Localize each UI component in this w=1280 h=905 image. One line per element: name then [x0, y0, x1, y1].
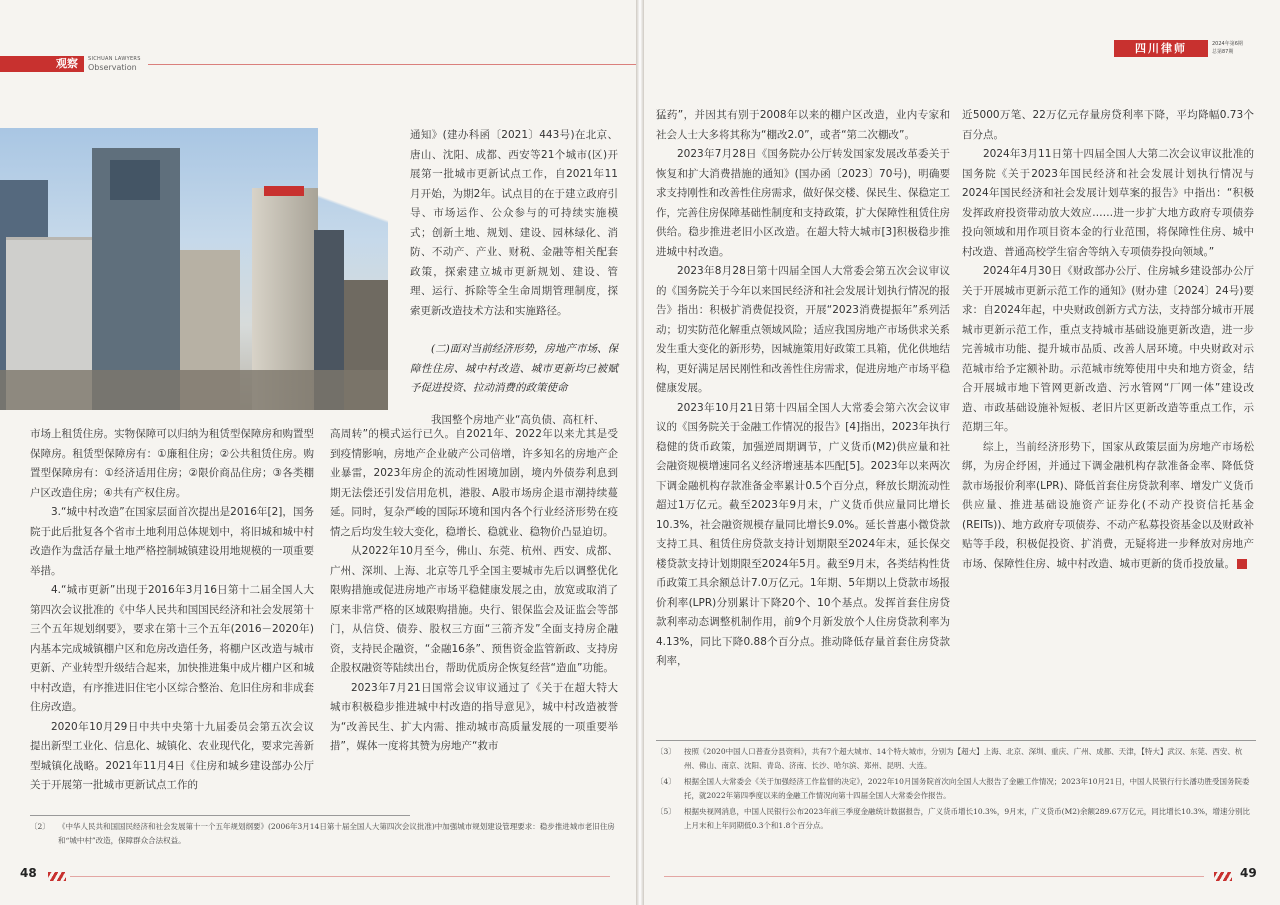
- left-page: [0, 0, 636, 905]
- right-header: [1114, 40, 1274, 58]
- page-number: 48: [20, 866, 37, 880]
- paragraph: 2024年3月11日第十四届全国人大第二次会议审议批准的国务院《关于2023年国民经济和社会发展计划执行情况与2024年国民经济和社会发展计划草案的报告》中指出：“积极发挥政府投资带动放大效应……进一步扩大地方政府专项债券投向领域和用作项目资本金的行业范围，将保障性住房、城中村改造、普通高校学生宿舍等纳入专项债券投向领域。”: [962, 148, 1254, 258]
- paragraph: 2020年10月29日中共中央第十九届委员会第五次会议提出新型工业化、信息化、城镇化、农业现代化，要求完善新型城镇化战略。2021年11月4日《住房和城乡建设部办公厅关于开展第一批城市更新试点工作的: [30, 720, 314, 791]
- paragraph: 2023年7月21日国常会议审议通过了《关于在超大特大城市积极稳步推进城中村改造的指导意见》，城中村改造被誉为“改善民生、扩大内需、推动城市高质量发展的一项重要举措”，媒体一度将其赞为房地产“救市: [330, 681, 618, 752]
- right-column: [330, 425, 618, 757]
- paragraph-text: 综上，当前经济形势下，国家从政策层面为房地产市场松绑，为房企纾困，并通过下调金融机构存款准备金率、降低贷款市场报价利率(LPR)、降低首套住房贷款利率、增发广义货币供应量、推进基础设施资产证券化(不动产投资信托基金(REITs))、地方政府专项债券、不动产私募投资基金以及财政补贴等手段，积极促投资、扩消费，无疑将进一步释放对房地产市场、保障性住房、城中村改造、城市更新的货币投放量。: [962, 440, 1254, 570]
- footer-rule: [664, 876, 1204, 877]
- page-number: 49: [1240, 866, 1257, 880]
- paragraph: [962, 438, 1254, 575]
- issue-number: 2024年第6期: [1212, 41, 1243, 47]
- footnote-rule: [656, 740, 1256, 741]
- footnote-text: 《中华人民共和国国民经济和社会发展第十一个五年规划纲要》(2006年3月14日第十届全国人大第四次会议批准)中加强城市规划建设管理要求：稳步推进城市老旧住房和“城中村”改造，保障群众合法权益。: [58, 822, 615, 845]
- magazine-logo: 四川律师: [1114, 40, 1208, 57]
- paragraph: 4.“城市更新”出现于2016年3月16日第十二届全国人大第四次会议批准的《中华人民共和国国民经济和社会发展第十三个五年规划纲要》，要求在第十三个五年(2016－2020年)内基本完成城镇棚户区和危房改造任务，将棚户区改造与城市更新、产业转型升级结合起来，加快推进集中成片棚户区和城中村改造，有序推进旧住宅小区综合整治、危旧住房和非成套住房改造。: [30, 584, 314, 713]
- footer-stripes: [1214, 872, 1232, 881]
- paragraph: 3.“城中村改造”在国家层面首次提出是2016年[2]，国务院于此后批复各个省市土地利用总体规划中，将旧城和城中村改造作为盘活存量土地严格控制城镇建设用地规模的一项重要举措。: [30, 506, 314, 577]
- paragraph: 从2022年10月至今，佛山、东莞、杭州、西安、成都、广州、深圳、上海、北京等几乎全国主要城市先后以调整优化限购措施或促进房地产市场平稳健康发展之由，放宽或取消了原来非常严格的区域限购措施。央行、银保监会及证监会等部门，从信贷、债券、股权三方面“三箭齐发”全面支持房企融资，支持民企融资，“金融16条”、预售资金监管新政、支持房企股权融资等陆续出台，帮助优质房企恢复经营“造血”功能。: [330, 545, 618, 674]
- paragraph: 近5000万笔、22万亿元存量房贷利率下降，平均降幅0.73个百分点。: [962, 109, 1254, 141]
- brand-english-line1: SICHUAN LAWYERS: [88, 56, 141, 62]
- paragraph: 猛药”，并因其有别于2008年以来的棚户区改造，业内专家和社会人士大多将其称为“棚改2.0”，或者“第二次棚改”。: [656, 109, 950, 141]
- paragraph: 我国整个房地产业“高负债、高杠杆、: [431, 413, 605, 426]
- city-skyline-photo: [0, 128, 388, 410]
- footnote-text: 按照《2020中国人口普查分县资料》，共有7个超大城市、14个特大城市，分别为【超大】上海、北京、深圳、重庆、广州、成都、天津，【特大】武汉、东莞、西安、杭州、佛山、南京、沈阳、青岛、济南、长沙、哈尔滨、郑州、昆明、大连。: [684, 747, 1243, 770]
- end-mark-icon: [1237, 559, 1247, 569]
- paragraph: 市场上租赁住房。实物保障可以归纳为租赁型保障房和购置型保障房。租赁型保障房有：①廉租住房；②公共租赁住房。购置型保障房有：①经济适用住房；②限价商品住房；③各类棚户区改造住房；④共有产权住房。: [30, 428, 314, 499]
- footnote-text: 根据全国人大常委会《关于加强经济工作监督的决定》，2022年10月国务院首次向全国人大报告了金融工作情况；2023年10月21日，中国人民银行行长潘功胜受国务院委托，就2022年第四季度以来的金融工作情况向第十四届全国人大常委会作报告。: [684, 777, 1250, 800]
- footnote-text: 根据央视网消息，中国人民银行公布2023年前三季度金融统计数据报告，广义货币增长10.3%，9月末，广义货币(M2)余额289.67万亿元，同比增长10.3%，增速分别比上月末和上年同期低0.3个和1.8个百分点。: [684, 807, 1251, 830]
- header-rule: [148, 64, 636, 65]
- total-issue-number: 总第87期: [1212, 49, 1234, 55]
- heading-block: [410, 340, 618, 430]
- section-tag: 观察: [0, 56, 84, 72]
- paragraph: 高周转”的模式运行已久。自2021年、2022年以来尤其是受到疫情影响，房地产企业破产公司倍增，许多知名的房地产企业暴雷，2023年房企的流动性困境加剧，境内外债券利息到期无法偿还引发信用危机，港股、A股市场房企退市潮持续蔓延。同时，复杂严峻的国际环境和国内各个行业经济形势在疫情之后均发生较大变化，稳增长、稳就业、稳物价凸显迫切。: [330, 428, 618, 538]
- footnote: [30, 820, 615, 847]
- left-column-top-right: [410, 126, 618, 321]
- footnote-number: 〔3〕: [656, 747, 676, 756]
- right-page-column-a: [656, 106, 950, 672]
- paragraph: 2024年4月30日《财政部办公厅、住房城乡建设部办公厅关于开展城市更新示范工作的通知》(财办建〔2024〕24号)要求：自2024年起，中央财政创新方式方法，支持部分城市开展城市更新示范工作，重点支持城市基础设施更新改造，进一步完善城市功能、提升城市品质、改善人居环境。中央财政对示范城市给予定额补助。示范城市统筹使用中央和地方资金，结合开展城市地下管网更新改造、污水管网“厂网一体”建设改造、市政基础设施补短板、老旧片区更新改造等重点工作，示范期三年。: [962, 265, 1254, 433]
- right-page-column-b: [962, 106, 1254, 574]
- footnote-number: 〔5〕: [656, 807, 676, 816]
- left-column: [30, 425, 314, 796]
- footnotes: [656, 745, 1256, 832]
- paragraph: 2023年7月28日《国务院办公厅转发国家发展改革委关于恢复和扩大消费措施的通知》(国办函〔2023〕70号)，明确要求支持刚性和改善性住房需求，做好保交楼、保民生、保稳定工作，完善住房保障基础性制度和支持政策，扩大保障性租赁住房供给。稳步推进老旧小区改造。在超大特大城市[3]积极稳步推进城中村改造。: [656, 148, 950, 258]
- paragraph: 2023年10月21日第十四届全国人大常委会第六次会议审议的《国务院关于金融工作情况的报告》[4]指出，2023年执行稳健的货币政策，加强逆周期调节，广义货币(M2)供应量和社会融资规模增速同名义经济增速基本匹配[5]。2023年以来两次下调金融机构存款准备金率累计0.5个百分点，释放长期流动性超过1万亿元。截至2023年9月末，广义货币供应量同比增长10.3%，社会融资规模存量同比增长9.0%。延长普惠小微贷款支持工具、租赁住房贷款支持计划期限至2024年末，延长保交楼贷款支持计划期限至2024年5月。截至9月末，各类结构性货币政策工具余额总计7.0万亿元。1年期、5年期以上贷款市场报价利率(LPR)分别累计下降20个、10个基点。发挥首套住房贷款利率动态调整机制作用，前9个月新发放个人住房贷款利率为4.13%，同比下降0.88个百分点。推动降低存量首套住房贷款利率，: [656, 401, 950, 667]
- section-heading: (二)面对当前经济形势，房地产市场、保障性住房、城中村改造、城市更新均已被赋予促进投资、拉动消费的政策使命: [410, 343, 618, 394]
- footnote-rule: [30, 815, 410, 816]
- book-gutter: [636, 0, 644, 905]
- paragraph: 2023年8月28日第十四届全国人大常委会第五次会议审议的《国务院关于今年以来国民经济和社会发展计划执行情况的报告》指出：积极扩消费促投资，开展“2023消费提振年”系列活动；切实防范化解重点领域风险；适应我国房地产市场供求关系发生重大变化的新形势，因城施策用好政策工具箱，优化供地结构，更好满足居民刚性和改善性住房需求，促进房地产市场平稳健康发展。: [656, 265, 950, 394]
- footer-stripes: [48, 872, 66, 881]
- left-header: [0, 56, 636, 72]
- right-page: [644, 0, 1280, 905]
- paragraph: 通知》(建办科函〔2021〕443号)在北京、唐山、沈阳、成都、西安等21个城市(区)开展第一批城市更新试点工作，自2021年11月开始，为期2年。试点目的在于建立政府引导、市场运作、公众参与的可持续实施模式；创新土地、规划、建设、园林绿化、消防、不动产、产业、财税、金融等相关配套政策，探索建立城市更新规划、建设、管理、运行、拆除等全生命周期管理制度，探索更新改造技术方法和实施路径。: [410, 129, 618, 317]
- footer-rule: [70, 876, 610, 877]
- brand-english-line2: Observation: [88, 63, 137, 72]
- footnote-number: 〔2〕: [30, 822, 50, 831]
- footnote-number: 〔4〕: [656, 777, 676, 786]
